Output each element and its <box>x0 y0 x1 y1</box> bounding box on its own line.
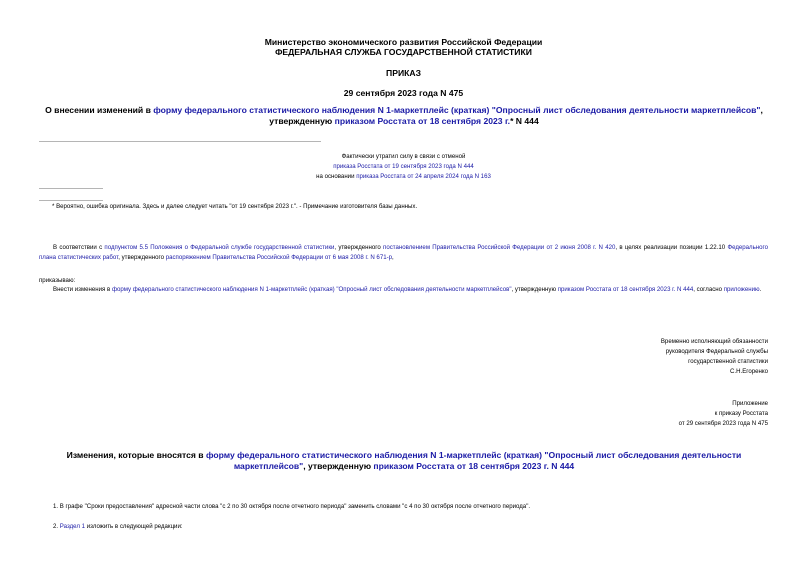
appendix-line-3: от 29 сентября 2023 года N 475 <box>678 420 768 427</box>
status-basis-prefix: на основании <box>316 173 357 180</box>
decision-order-link[interactable]: приказом Росстата от 18 сентября 2023 г. N 444 <box>557 286 694 293</box>
preamble-paragraph <box>39 243 768 263</box>
appendix-link[interactable]: приложению <box>723 286 760 293</box>
status-block <box>0 152 807 182</box>
stat-plan-link[interactable]: Федерального плана статистических работ <box>39 244 769 261</box>
footnote-separator-2 <box>39 200 103 201</box>
ministry-name: Министерство экономического развития Российской Федерации <box>264 37 543 47</box>
decision-text-1: Внести изменения в <box>53 286 112 293</box>
decision-text-2: , утвержденную <box>511 286 558 293</box>
signature-line-3: государственной статистики <box>688 358 768 365</box>
preamble-text-6: , <box>392 254 394 261</box>
appendix-line-2: к приказу Росстата <box>714 410 768 417</box>
title-suffix: * N 444 <box>510 116 539 126</box>
title-prefix: О внесении изменений в <box>45 105 154 115</box>
changes-title <box>40 450 768 472</box>
page-title <box>40 105 768 127</box>
changes-title-middle: , утвержденную <box>303 461 374 471</box>
government-order-link[interactable]: распоряжением Правительства Российской Федерации от 6 мая 2008 г. N 671-р <box>165 254 393 261</box>
signature-line-1: Временно исполняющий обязанности <box>660 338 768 345</box>
appendix-line-1: Приложение <box>732 400 768 407</box>
decision-text-4: . <box>759 286 762 293</box>
doc-date-number: 29 сентября 2023 года N 475 <box>343 88 464 98</box>
footnote: * Вероятно, ошибка оригинала. Здесь и далее следует читать "от 19 сентября 2023 г.". - Примечание изготовителя базы данных. <box>52 203 418 210</box>
footnote-separator <box>39 188 103 189</box>
status-line-1: Фактически утратил силу в связи с отменой <box>341 153 466 160</box>
change-item-2 <box>53 522 768 532</box>
doc-type: ПРИКАЗ <box>386 68 421 78</box>
status-cancel-link[interactable]: приказа Росстата от 19 сентября 2023 года N 444 <box>333 163 474 170</box>
regulation-link[interactable]: Положения о Федеральной службе государственной статистики <box>150 244 335 251</box>
changes-form-link[interactable]: форму федерального статистического наблюдения N 1-маркетплейс (краткая) "Опросный лист обследования деятельности маркетплейсов" <box>205 450 742 471</box>
changes-order-link[interactable]: приказом Росстата от 18 сентября 2023 г. N 444 <box>373 461 575 471</box>
title-form-link[interactable]: форму федерального статистического наблюдения N 1-маркетплейс (краткая) "Опросный лист обследования деятельности маркетплейсов" <box>153 105 761 115</box>
signature-name: С.Н.Егоренко <box>730 368 768 375</box>
signature-line-2: руководителя Федеральной службы <box>665 348 768 355</box>
status-basis-link[interactable]: приказа Росстата от 24 апреля 2024 года N 163 <box>356 173 491 180</box>
signature-block <box>661 337 768 377</box>
change-item-1: 1. В графе "Сроки предоставления" адресной части слова "с 2 по 30 октября после отчетного периода" заменить словами "с 4 по 30 октября после отчетного периода". <box>53 503 531 510</box>
separator-line <box>39 141 321 142</box>
title-order-link[interactable]: приказом Росстата от 18 сентября 2023 г. <box>334 116 511 126</box>
item-2-prefix: 2. <box>53 523 60 530</box>
order-word: приказываю: <box>39 277 76 284</box>
section-1-link[interactable]: Раздел 1 <box>59 523 86 530</box>
decision-paragraph <box>39 285 768 295</box>
decision-form-link[interactable]: форму федерального статистического наблюдения N 1-маркетплейс (краткая) "Опросный лист обследования деятельности маркетплейсов" <box>111 286 512 293</box>
subparagraph-link[interactable]: подпунктом 5.5 <box>104 244 148 251</box>
service-name: ФЕДЕРАЛЬНАЯ СЛУЖБА ГОСУДАРСТВЕННОЙ СТАТИСТИКИ <box>275 47 532 57</box>
preamble-text-5: , утвержденного <box>118 254 166 261</box>
preamble-text-3: , утвержденного <box>334 244 384 251</box>
preamble-text-1: В соответствии с <box>53 244 105 251</box>
government-decree-link[interactable]: постановлением Правительства Российской Федерации от 2 июня 2008 г. N 420 <box>383 244 616 251</box>
preamble-text-4: , в целях реализации позиции 1.22.10 <box>615 244 728 251</box>
changes-title-prefix: Изменения, которые вносятся в <box>66 450 206 460</box>
title-middle: , утвержденную <box>269 105 763 126</box>
decision-text-3: , согласно <box>693 286 724 293</box>
item-2-suffix: изложить в следующей редакции: <box>85 523 183 530</box>
appendix-block <box>679 399 768 429</box>
